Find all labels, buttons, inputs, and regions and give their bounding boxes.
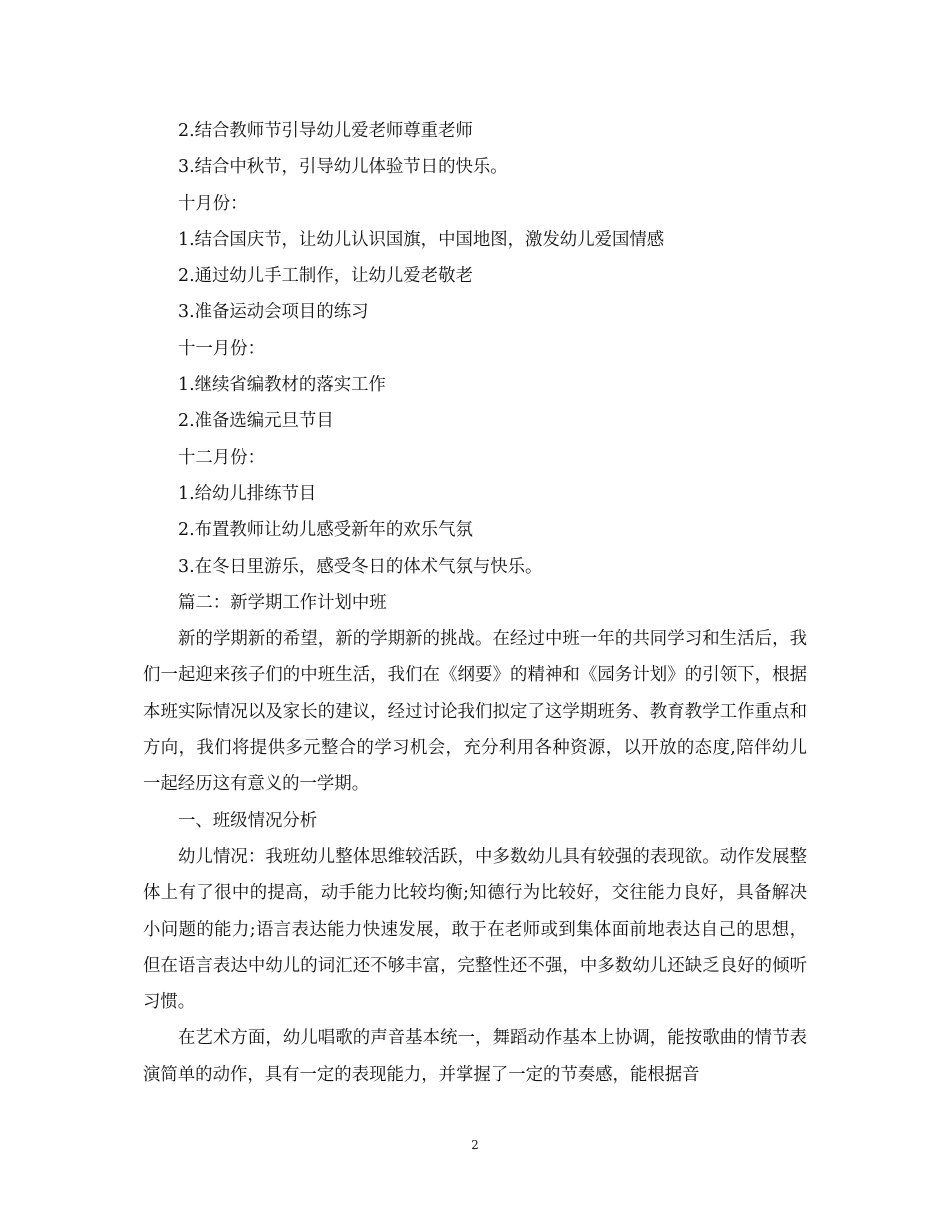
document-body bbox=[143, 113, 807, 1093]
page-number: 2 bbox=[471, 1138, 479, 1152]
art-paragraph: 在艺术方面，幼儿唱歌的声音基本统一，舞蹈动作基本上协调，能按歌曲的情节表演简单的动作，具有一定的表现能力，并掌握了一定的节奏感，能根据音 bbox=[143, 1028, 807, 1085]
article-title: 篇二：新学期工作计划中班 bbox=[178, 592, 387, 613]
section-heading: 一、班级情况分析 bbox=[178, 810, 318, 831]
list-item: 3.在冬日里游乐，感受冬日的体术气氛与快乐。 bbox=[178, 556, 543, 577]
list-item: 3.结合中秋节，引导幼儿体验节日的快乐。 bbox=[178, 157, 508, 178]
intro-paragraph: 新的学期新的希望，新的学期新的挑战。在经过中班一年的共同学习和生活后，我们一起迎来孩子们的中班生活，我们在《纲要》的精神和《园务计划》的引领下，根据本班实际情况以及家长的建议，经过讨论我们拟定了这学期班务、教育教学工作重点和方向，我们将提供多元整合的学习机会，充分利用各种资源，以开放的态度,陪伴幼儿一起经历这有意义的一学期。 bbox=[143, 629, 807, 795]
list-item: 1.给幼儿排练节目 bbox=[178, 483, 317, 504]
list-item: 1.继续省编教材的落实工作 bbox=[178, 375, 386, 396]
list-item: 2.布置教师让幼儿感受新年的欢乐气氛 bbox=[178, 520, 473, 541]
list-item: 1.结合国庆节，让幼儿认识国旗，中国地图，激发幼儿爱国情感 bbox=[178, 229, 665, 250]
list-item: 2.准备选编元旦节目 bbox=[178, 411, 334, 432]
month-heading: 十月份： bbox=[178, 193, 248, 214]
list-item: 3.准备运动会项目的练习 bbox=[178, 302, 369, 323]
month-heading: 十二月份： bbox=[178, 447, 265, 468]
list-item: 2.通过幼儿手工制作，让幼儿爱老敬老 bbox=[178, 266, 473, 287]
list-item: 2.结合教师节引导幼儿爱老师尊重老师 bbox=[178, 121, 473, 141]
children-situation-paragraph: 幼儿情况：我班幼儿整体思维较活跃，中多数幼儿具有较强的表现欲。动作发展整体上有了很中的提高，动手能力比较均衡;知德行为比较好，交往能力良好，具备解决小问题的能力;语言表达能力快速发展，敢于在老师或到集体面前地表达自己的思想，但在语言表达中幼儿的词汇还不够丰富，完整性还不强，中多数幼儿还缺乏良好的倾听习惯。 bbox=[143, 846, 807, 1013]
month-heading: 十一月份： bbox=[178, 338, 265, 359]
